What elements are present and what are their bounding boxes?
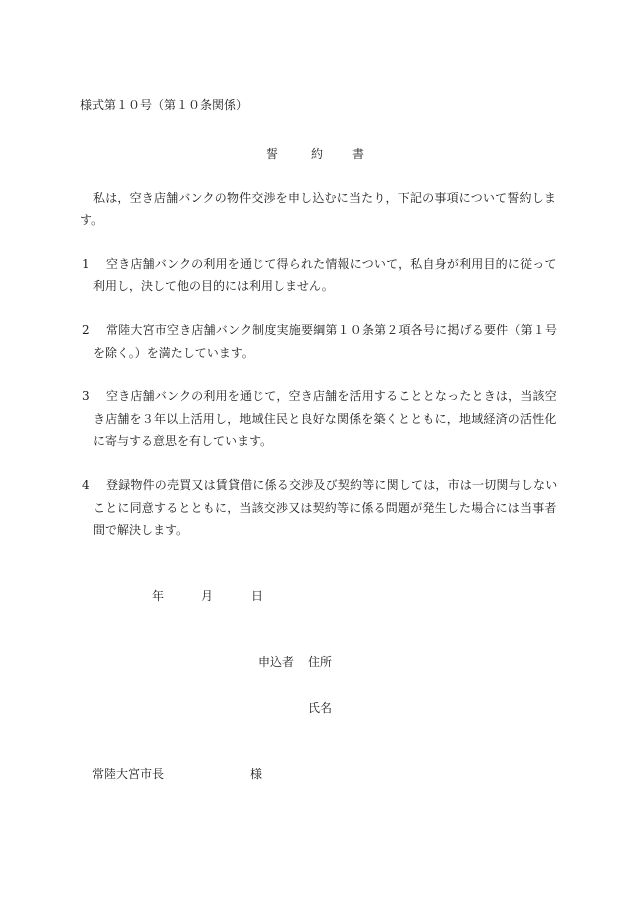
item-line-1: 空き店舗バンクの利用を通じて，空き店舗を活用することとなったときは，当該空 (106, 389, 557, 403)
address-label: 住所 (308, 655, 333, 669)
item-line-3: に寄与する意思を有しています。 (93, 434, 273, 448)
item-number: 4 (82, 478, 90, 492)
item-line-2: 利用し，決して他の目的には利用しません。 (93, 279, 334, 293)
name-label: 氏名 (308, 701, 333, 715)
item-number: 2 (82, 323, 90, 337)
item-line-2: を除く。）を満たしています。 (93, 346, 254, 360)
addressee-honorific: 様 (250, 767, 263, 781)
date-year-label: 年 (152, 589, 165, 603)
item-line-2: き店舗を３年以上活用し，地域住民と良好な関係を築くとともに，地域経済の活性化 (93, 412, 557, 426)
applicant-label: 申込者 (258, 655, 295, 669)
form-number: 様式第１０号（第１０条関係） (80, 98, 249, 112)
item-line-2: ことに同意するとともに，当該交渉又は契約等に係る問題が発生した場合には当事者 (93, 501, 557, 515)
item-line-1: 常陸大宮市空き店舗バンク制度実施要綱第１０条第２項各号に掲げる要件（第１号 (106, 323, 558, 337)
item-number: 1 (82, 257, 90, 271)
title-char-3: 書 (352, 147, 365, 161)
addressee-name: 常陸大宮市長 (92, 767, 165, 781)
item-line-3: 間で解決します。 (93, 523, 189, 537)
date-month-label: 月 (201, 589, 214, 603)
item-line-1: 空き店舗バンクの利用を通じて得られた情報について，私自身が利用目的に従って (106, 257, 557, 271)
item-number: 3 (82, 389, 90, 403)
intro-line-1: 私は，空き店舗バンクの物件交渉を申し込むに当たり，下記の事項について誓約しま (93, 191, 557, 205)
date-day-label: 日 (251, 589, 264, 603)
item-line-1: 登録物件の売買又は賃貸借に係る交渉及び契約等に関しては，市は一切関与しない (106, 478, 558, 492)
title-char-2: 約 (311, 147, 324, 161)
intro-line-2: す。 (80, 213, 104, 227)
title-char-1: 誓 (266, 147, 279, 161)
